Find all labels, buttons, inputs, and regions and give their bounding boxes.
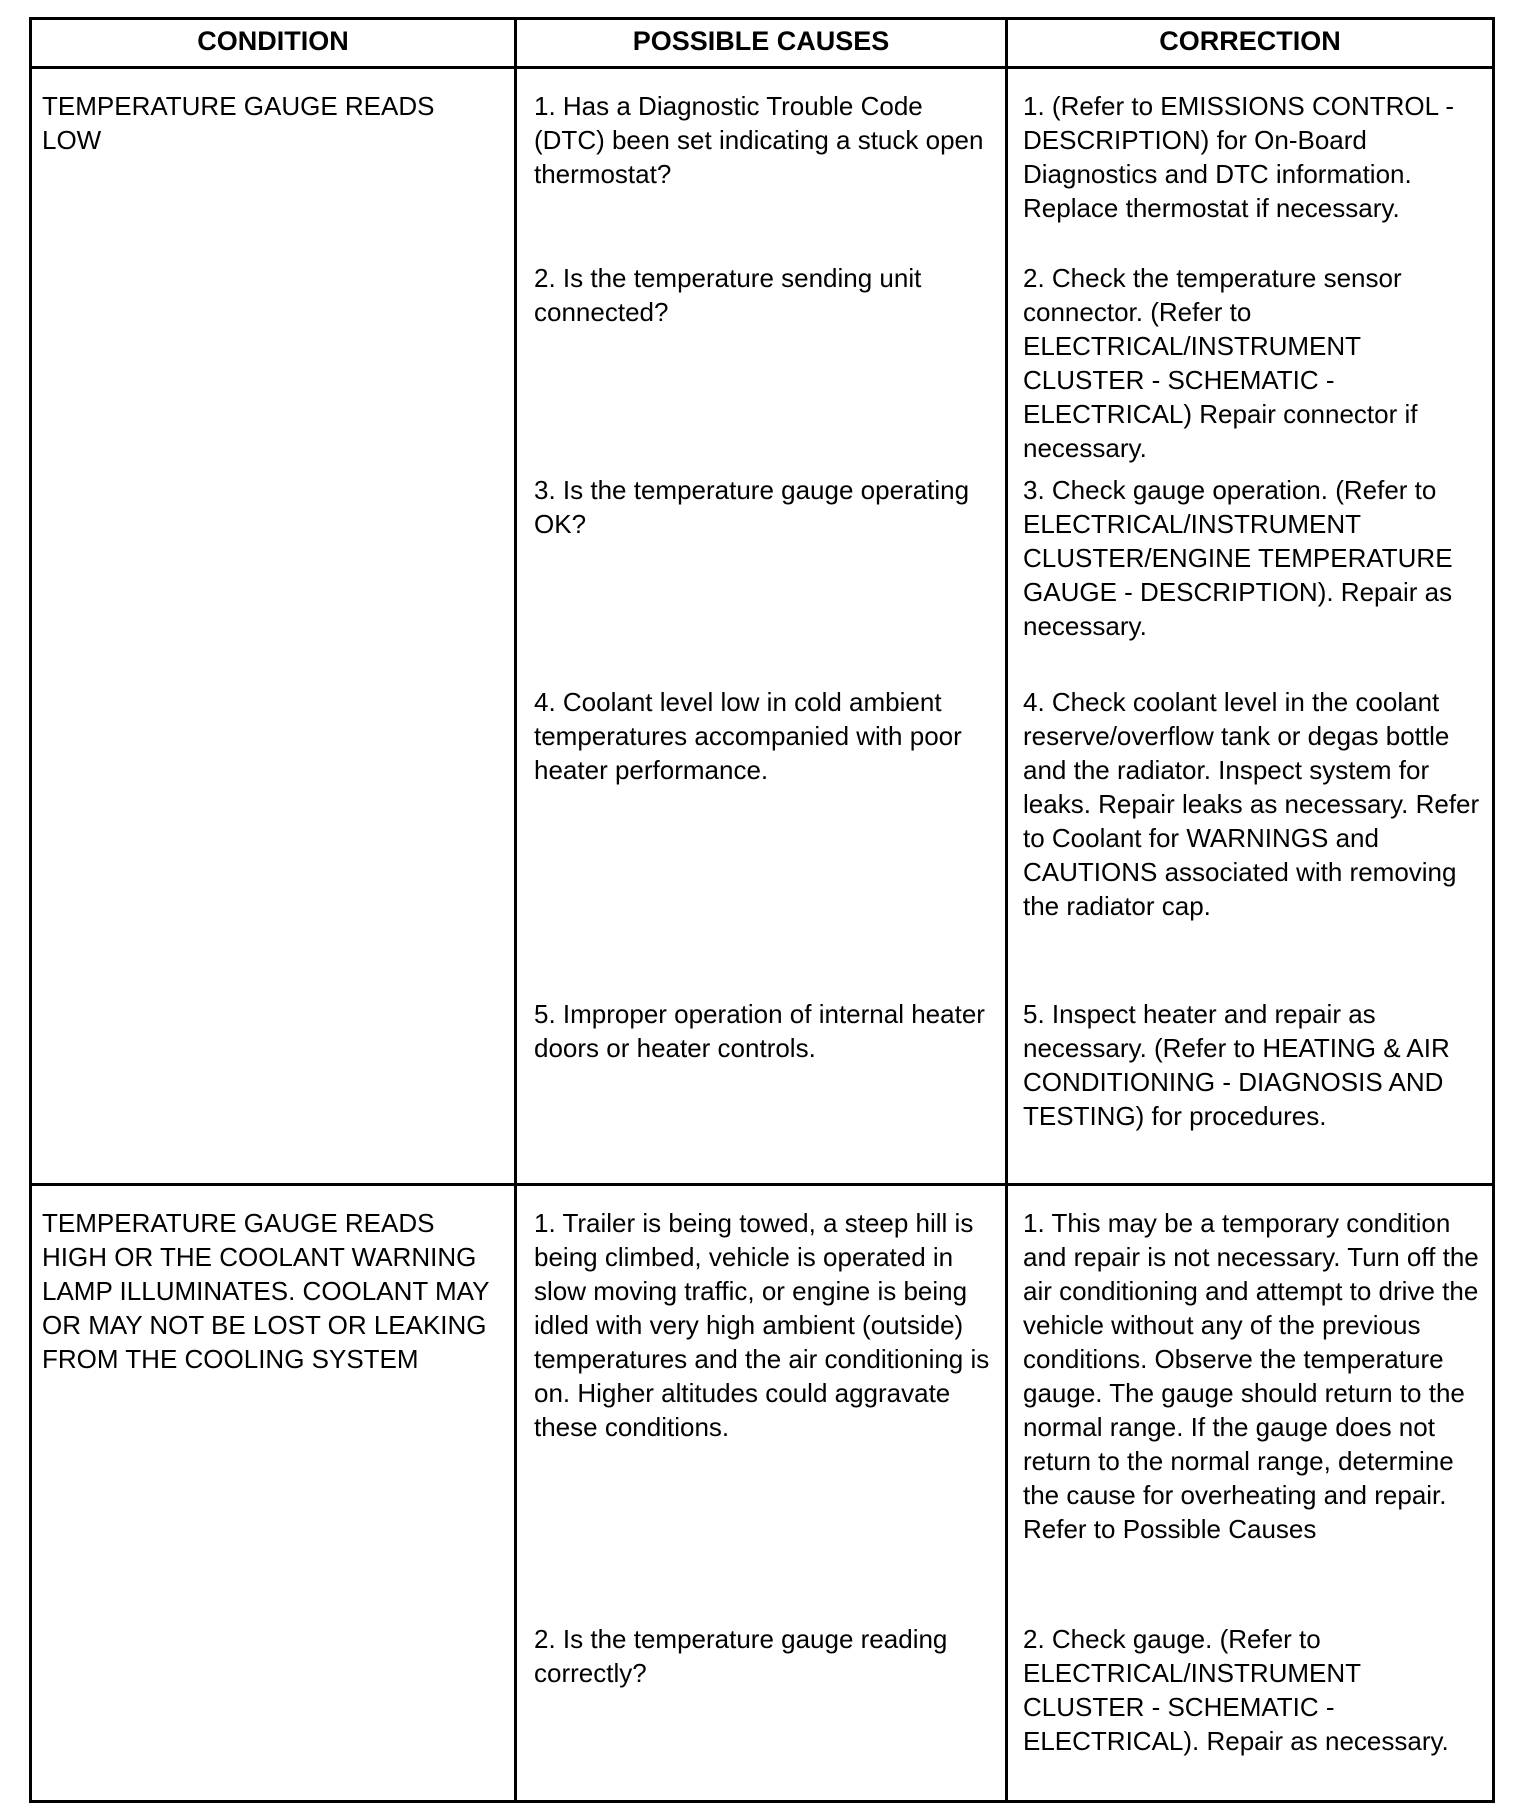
cause-cell: 2. Is the temperature gauge reading correctly? [517,1622,1008,1800]
correction-cell: 2. Check gauge. (Refer to ELECTRICAL/INSTRUMENT CLUSTER - SCHEMATIC - ELECTRICAL). Repair as necessary. [1023,1624,1449,1756]
correction-cell: 4. Check coolant level in the coolant reserve/overflow tank or degas bottle and the radiator. Inspect system for leaks. Repair leaks as necessary. Refer to Coolant for WARNINGS and CAUTIONS associated with removing the radiator cap. [1023,687,1480,921]
condition-cell: TEMPERATURE GAUGE READS HIGH OR THE COOLANT WARNING LAMP ILLUMINATES. COOLANT MAY OR MAY NOT BE LOST OR LEAKING FROM THE COOLING SYSTEM [32,1186,517,1800]
condition-group-reads-low [32,69,1492,1186]
cause-cell: 4. Coolant level low in cold ambient temperatures accompanied with poor heater performance. [517,685,1008,997]
correction-cell: 3. Check gauge operation. (Refer to ELECTRICAL/INSTRUMENT CLUSTER/ENGINE TEMPERATURE GAUGE - DESCRIPTION). Repair as necessary. [1023,475,1453,641]
cause-cell: 3. Is the temperature gauge operating OK? [517,473,1008,685]
correction-cell: 1. This may be a temporary condition and repair is not necessary. Turn off the air conditioning and attempt to drive the vehicle without any of the previous conditions. Observe the temperature gauge. The gauge should return to the normal range. If the gauge does not return to the normal range, determine the cause for overheating and repair. Refer to Possible Causes [1023,1208,1479,1544]
correction-cell: 2. Check the temperature sensor connector. (Refer to ELECTRICAL/INSTRUMENT CLUSTER - SCHEMATIC - ELECTRICAL) Repair connector if necessary. [1023,263,1418,463]
correction-cell: 1. (Refer to EMISSIONS CONTROL - DESCRIPTION) for On-Board Diagnostics and DTC information. Replace thermostat if necessary. [1023,91,1455,223]
cause-cell: 1. Has a Diagnostic Trouble Code (DTC) been set indicating a stuck open thermostat? [517,69,1008,261]
header-possible-causes: POSSIBLE CAUSES [517,20,1008,66]
table-header [32,20,1492,69]
condition-group-reads-high [32,1186,1492,1800]
cause-cell: 1. Trailer is being towed, a steep hill is being climbed, vehicle is operated in slow moving traffic, or engine is being idled with very high ambient (outside) temperatures and the air conditioning is on. Higher altitudes could aggravate these conditions. [517,1186,1008,1622]
correction-cell: 5. Inspect heater and repair as necessary. (Refer to HEATING & AIR CONDITIONING - DIAGNOSIS AND TESTING) for procedures. [1023,999,1450,1131]
cause-cell: 2. Is the temperature sending unit connected? [517,261,1008,473]
diagnosis-table [29,17,1495,1803]
header-condition: CONDITION [32,20,517,66]
condition-cell: TEMPERATURE GAUGE READS LOW [32,69,517,1183]
cause-cell: 5. Improper operation of internal heater doors or heater controls. [517,997,1008,1183]
header-correction: CORRECTION [1159,26,1341,56]
cause-correction-list [517,1186,1492,1800]
cause-correction-list [517,69,1492,1183]
